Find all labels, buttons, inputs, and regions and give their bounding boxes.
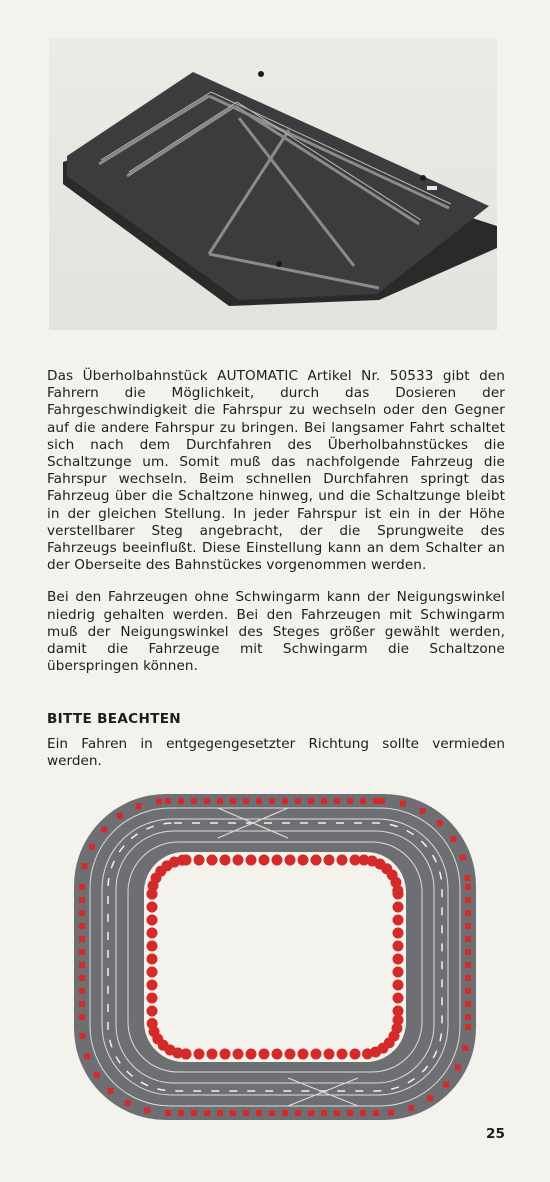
note-text: Ein Fahren in entgegengesetzter Richtung sollte vermieden werden. <box>47 736 505 770</box>
inner-curb-mark <box>392 885 403 896</box>
description-text <box>47 368 505 675</box>
outer-curb-mark <box>230 798 236 804</box>
outer-curb-mark <box>465 910 471 916</box>
inner-curb-mark <box>147 980 158 991</box>
outer-curb-mark <box>84 1053 90 1059</box>
outer-curb-mark <box>79 1033 85 1039</box>
outer-curb-mark <box>465 884 471 890</box>
outer-curb-mark <box>360 1110 366 1116</box>
outer-curb-mark <box>269 1110 275 1116</box>
outer-curb-mark <box>455 1064 461 1070</box>
outer-curb-mark <box>79 923 85 929</box>
outer-curb-mark <box>465 1014 471 1020</box>
inner-curb-mark <box>246 1049 257 1060</box>
outer-curb-mark <box>165 798 171 804</box>
inner-curb-mark <box>298 1049 309 1060</box>
outer-curb-mark <box>465 923 471 929</box>
outer-curb-mark <box>437 820 443 826</box>
outer-curb-mark <box>408 1105 414 1111</box>
outer-curb-mark <box>460 855 466 861</box>
outer-curb-mark <box>465 949 471 955</box>
inner-curb-mark <box>393 928 404 939</box>
outer-curb-mark <box>450 836 456 842</box>
inner-curb-mark <box>393 902 404 913</box>
outer-curb-mark <box>156 798 162 804</box>
outer-curb-mark <box>360 798 366 804</box>
outer-curb-mark <box>465 1024 471 1030</box>
outer-curb-mark <box>465 897 471 903</box>
paragraph-2: Bei den Fahrzeugen ohne Schwingarm kann der Neigungswinkel niedrig gehalten werden. Bei den Fahrzeugen mit Schwingarm muß der Neigungswinkel des Steges größer gewählt werden, damit die Fahrzeuge mit Schwingarm die Schaltzone überspringen können. <box>47 589 505 675</box>
outer-curb-mark <box>117 813 123 819</box>
outer-curb-mark <box>282 798 288 804</box>
inner-curb-mark <box>337 1049 348 1060</box>
inner-curb-mark <box>220 855 231 866</box>
outer-curb-mark <box>269 798 275 804</box>
outer-curb-mark <box>427 1095 433 1101</box>
section-heading: BITTE BEACHTEN <box>47 711 181 727</box>
inner-curb-mark <box>233 1049 244 1060</box>
inner-curb-mark <box>233 855 244 866</box>
outer-curb-mark <box>465 962 471 968</box>
outer-curb-mark <box>321 1110 327 1116</box>
inner-curb-mark <box>246 855 257 866</box>
inner-curb-mark <box>272 1049 283 1060</box>
inner-curb-mark <box>147 915 158 926</box>
outer-curb-mark <box>465 988 471 994</box>
outer-curb-mark <box>79 1001 85 1007</box>
inner-curb-mark <box>147 941 158 952</box>
outer-curb-mark <box>144 1107 150 1113</box>
inner-curb-mark <box>337 855 348 866</box>
inner-curb-mark <box>324 855 335 866</box>
outer-curb-mark <box>465 975 471 981</box>
outer-curb-mark <box>373 798 379 804</box>
outer-curb-mark <box>107 1088 113 1094</box>
outer-curb-mark <box>334 1110 340 1116</box>
inner-curb-mark <box>285 1049 296 1060</box>
outer-curb-mark <box>379 798 385 804</box>
inner-curb-mark <box>177 855 188 866</box>
outer-curb-mark <box>321 798 327 804</box>
outer-curb-mark <box>217 1110 223 1116</box>
outer-curb-mark <box>125 1100 131 1106</box>
inner-curb-mark <box>147 967 158 978</box>
inner-curb-mark <box>272 855 283 866</box>
outer-curb-mark <box>465 1001 471 1007</box>
inner-curb-mark <box>207 855 218 866</box>
inner-curb-mark <box>259 1049 270 1060</box>
inner-curb-mark <box>311 855 322 866</box>
inner-curb-mark <box>194 1049 205 1060</box>
outer-curb-mark <box>388 1110 394 1116</box>
outer-curb-mark <box>79 949 85 955</box>
outer-curb-mark <box>191 1110 197 1116</box>
outer-curb-mark <box>282 1110 288 1116</box>
inner-curb-mark <box>147 928 158 939</box>
outer-curb-mark <box>256 798 262 804</box>
outer-curb-mark <box>243 798 249 804</box>
inner-curb-mark <box>147 993 158 1004</box>
inner-curb-mark <box>147 1018 158 1029</box>
inner-curb-mark <box>393 941 404 952</box>
outer-curb-mark <box>178 798 184 804</box>
outer-curb-mark <box>79 1014 85 1020</box>
outer-curb-mark <box>419 808 425 814</box>
outer-curb-mark <box>373 1110 379 1116</box>
outer-curb-mark <box>462 1045 468 1051</box>
outer-curb-mark <box>334 798 340 804</box>
outer-curb-mark <box>79 884 85 890</box>
inner-curb-mark <box>207 1049 218 1060</box>
inner-curb-mark <box>393 967 404 978</box>
outer-curb-mark <box>204 798 210 804</box>
inner-curb-mark <box>259 855 270 866</box>
outer-curb-mark <box>347 798 353 804</box>
inner-curb-mark <box>393 954 404 965</box>
inner-curb-mark <box>147 902 158 913</box>
outer-curb-mark <box>217 798 223 804</box>
outer-curb-mark <box>79 936 85 942</box>
outer-curb-mark <box>136 803 142 809</box>
outer-curb-mark <box>79 975 85 981</box>
track-layout-diagram <box>68 788 482 1126</box>
outer-curb-mark <box>256 1110 262 1116</box>
outer-curb-mark <box>308 1110 314 1116</box>
outer-curb-mark <box>191 798 197 804</box>
paragraph-1: Das Überholbahnstück AUTOMATIC Artikel Nr. 50533 gibt den Fahrern die Möglichkeit, durch das Dosieren der Fahrgeschwindigkeit die Fahrspur zu wechseln oder den Gegner auf die andere Fahrspur zu bringen. Bei langsamer Fahrt schaltet sich nach dem Durchfahren des Überholbahnstückes die Schaltzunge um. Somit muß das nachfolgende Fahrzeug die Fahrspur wechseln. Beim schnellen Durchfahren springt das Fahrzeug über die Schaltzone hinweg, und die Schaltzunge bleibt in der gleichen Stellung. In jeder Fahrspur ist ein in der Höhe verstellbarer Steg angebracht, der die Sprungweite des Fahrzeugs beeinflußt. Diese Einstellung kann an dem Schalter an der Oberseite des Bahnstückes vorgenommen werden. <box>47 368 505 574</box>
inner-curb-mark <box>194 855 205 866</box>
outer-curb-mark <box>443 1082 449 1088</box>
outer-curb-mark <box>347 1110 353 1116</box>
inner-curb-mark <box>147 1006 158 1017</box>
outer-curb-mark <box>101 826 107 832</box>
inner-curb-mark <box>298 855 309 866</box>
inner-curb-mark <box>393 993 404 1004</box>
inner-curb-mark <box>362 1048 373 1059</box>
outer-curb-mark <box>82 863 88 869</box>
outer-curb-mark <box>79 988 85 994</box>
outer-curb-mark <box>204 1110 210 1116</box>
outer-curb-mark <box>308 798 314 804</box>
outer-curb-mark <box>230 1110 236 1116</box>
outer-curb-mark <box>295 798 301 804</box>
outer-curb-mark <box>165 1110 171 1116</box>
inner-curb-mark <box>324 1049 335 1060</box>
outer-curb-mark <box>400 801 406 807</box>
outer-curb-mark <box>465 875 471 881</box>
outer-curb-mark <box>465 936 471 942</box>
inner-curb-mark <box>311 1049 322 1060</box>
outer-curb-mark <box>79 910 85 916</box>
inner-curb-mark <box>350 1049 361 1060</box>
outer-curb-mark <box>178 1110 184 1116</box>
outer-curb-mark <box>89 844 95 850</box>
outer-curb-mark <box>94 1072 100 1078</box>
page-number: 25 <box>486 1126 505 1142</box>
inner-curb-mark <box>220 1049 231 1060</box>
inner-curb-mark <box>147 954 158 965</box>
outer-curb-mark <box>295 1110 301 1116</box>
outer-curb-mark <box>79 897 85 903</box>
inner-curb-mark <box>285 855 296 866</box>
inner-curb-mark <box>393 980 404 991</box>
outer-curb-mark <box>79 962 85 968</box>
outer-curb-mark <box>243 1110 249 1116</box>
track-piece-photo <box>49 38 497 330</box>
inner-curb-mark <box>393 915 404 926</box>
